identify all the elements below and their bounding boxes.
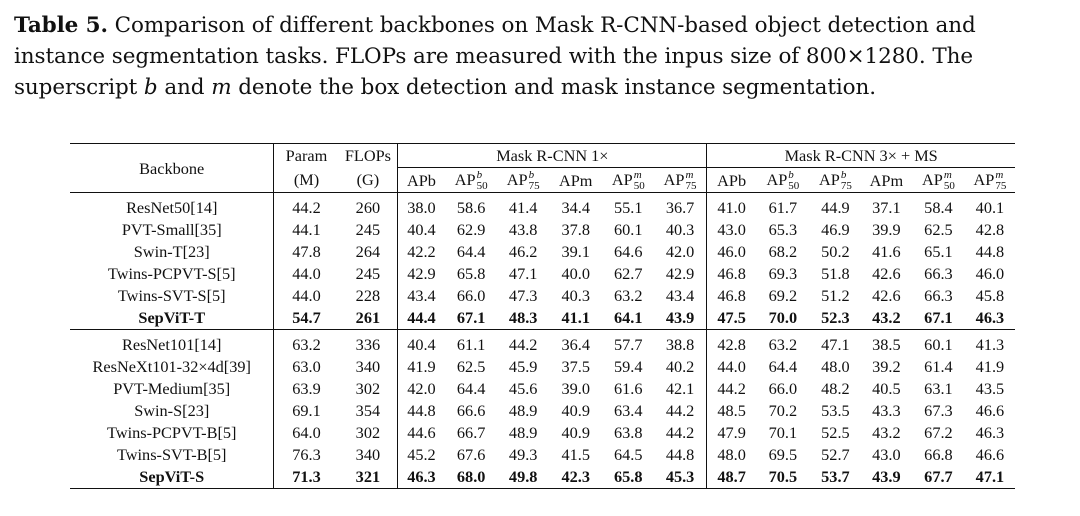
backbone-name: ResNet101[14]	[70, 330, 274, 357]
metric-value: 45.8	[975, 286, 1005, 306]
metric-value: 40.9	[561, 401, 590, 421]
header-param-unit: (M)	[293, 170, 320, 190]
metric-value: 47.9	[717, 423, 746, 443]
metric-value: 68.2	[768, 242, 798, 262]
metric-value: 38.8	[654, 330, 707, 357]
param-value: 47.8	[292, 242, 321, 262]
backbone-name: Twins-PCPVT-S[5]	[70, 263, 274, 285]
metric-value: 43.9	[654, 307, 707, 330]
metric-value: 66.8	[924, 445, 953, 465]
backbone-name: Twins-PCPVT-B[5]	[70, 422, 274, 444]
metric-value: 40.3	[654, 219, 707, 241]
metric-value: 43.2	[872, 308, 901, 328]
metric-value: 60.1	[614, 220, 643, 240]
metric-value: 63.1	[924, 379, 953, 399]
metric-value: 42.0	[654, 241, 707, 263]
metric-value: 43.0	[872, 445, 901, 465]
metric-value: 44.9	[810, 193, 861, 220]
metric-value: 66.0	[456, 286, 486, 306]
param-value: 44.1	[292, 220, 321, 240]
metric-value: 42.6	[872, 286, 901, 306]
metric-value: 65.8	[603, 466, 654, 489]
metric-value: 36.4	[549, 330, 603, 357]
flops-value: 261	[338, 307, 397, 330]
metric-value: 63.2	[756, 330, 810, 357]
header-ap-b75-3x: AP b 75	[819, 169, 852, 193]
metric-value: 64.4	[768, 357, 798, 377]
metric-value: 43.0	[717, 220, 746, 240]
metric-value: 45.9	[508, 357, 538, 377]
table-row	[70, 400, 1065, 422]
metric-value: 62.7	[614, 264, 643, 284]
metric-value: 69.5	[768, 445, 798, 465]
metric-value: 48.3	[508, 308, 538, 328]
metric-value: 49.3	[508, 445, 538, 465]
header-ap-b75-1x: AP b 75	[506, 169, 540, 193]
metric-value: 66.6	[456, 401, 486, 421]
caption-text-4: denote the box detection and mask instance segmentation.	[231, 75, 876, 100]
metric-value: 61.4	[924, 357, 953, 377]
flops-value: 245	[338, 219, 397, 241]
metric-value: 40.5	[872, 379, 901, 399]
header-ap-b-1x: APb	[398, 168, 445, 193]
backbone-name: PVT-Medium[35]	[70, 378, 274, 400]
table-row	[70, 356, 1065, 378]
metric-value: 58.4	[912, 193, 965, 220]
metric-value: 69.2	[768, 286, 798, 306]
metric-value: 46.3	[975, 423, 1005, 443]
metric-value: 40.1	[965, 193, 1015, 220]
table-row	[70, 285, 1065, 307]
metric-value: 41.9	[407, 357, 436, 377]
metric-value: 67.1	[456, 308, 486, 328]
param-value: 44.0	[292, 264, 321, 284]
metric-value: 48.9	[508, 401, 538, 421]
metric-value: 40.2	[654, 356, 707, 378]
table-row	[70, 378, 1065, 400]
metric-value: 58.6	[445, 193, 498, 220]
metric-value: 63.8	[614, 423, 643, 443]
metric-value: 47.1	[965, 466, 1015, 489]
metric-value: 64.6	[614, 242, 643, 262]
metric-value: 48.0	[717, 445, 746, 465]
metric-value: 44.8	[407, 401, 436, 421]
header-ap-b50-1x: AP b 50	[454, 169, 488, 193]
header-group-3x: Mask R-CNN 3× + MS	[707, 144, 1015, 168]
metric-value: 67.7	[912, 466, 965, 489]
metric-value: 46.8	[717, 264, 746, 284]
metric-value: 67.1	[924, 308, 953, 328]
metric-value: 70.5	[756, 466, 810, 489]
metric-value: 42.0	[407, 379, 436, 399]
metric-value: 46.6	[975, 445, 1005, 465]
metric-value: 55.1	[603, 193, 654, 220]
metric-value: 44.6	[407, 423, 436, 443]
metric-value: 44.4	[407, 308, 436, 328]
backbone-name: PVT-Small[35]	[70, 219, 274, 241]
caption-var-m: m	[211, 75, 232, 100]
metric-value: 45.2	[407, 445, 436, 465]
table-row	[70, 219, 1065, 241]
header-row-1	[70, 144, 1065, 168]
metric-value: 41.5	[561, 445, 590, 465]
metric-value: 67.2	[924, 423, 953, 443]
metric-value: 50.2	[821, 242, 850, 262]
metric-value: 67.6	[456, 445, 486, 465]
backbone-name: Twins-SVT-B[5]	[70, 444, 274, 466]
metric-value: 65.8	[456, 264, 486, 284]
param-value: 63.0	[292, 357, 321, 377]
metric-value: 44.0	[717, 357, 746, 377]
metric-value: 43.2	[872, 423, 901, 443]
header-backbone: Backbone	[70, 144, 274, 193]
metric-value: 51.2	[821, 286, 850, 306]
metric-value: 44.8	[654, 444, 707, 466]
flops-value: 302	[338, 378, 397, 400]
metric-value: 53.5	[821, 401, 850, 421]
metric-value: 48.0	[821, 357, 850, 377]
metric-value: 64.4	[456, 242, 486, 262]
flops-value: 302	[338, 422, 397, 444]
metric-value: 63.4	[614, 401, 643, 421]
metric-value: 66.3	[924, 286, 953, 306]
metric-value: 59.4	[614, 357, 643, 377]
metric-value: 40.3	[561, 286, 590, 306]
caption-times: ×	[846, 44, 865, 69]
param-value: 54.7	[292, 308, 321, 328]
table-row	[70, 466, 1065, 489]
metric-value: 51.8	[821, 264, 850, 284]
flops-value: 336	[338, 330, 397, 357]
flops-value: 340	[338, 444, 397, 466]
metric-value: 42.8	[707, 330, 756, 357]
metric-value: 42.9	[407, 264, 436, 284]
metric-value: 48.5	[717, 401, 746, 421]
metric-value: 66.7	[456, 423, 486, 443]
caption-text-1: Comparison of different backbones on Mask R-CNN-based object detection and instance segmentation tasks. FLOPs are measured with the inpus size of 800	[14, 13, 976, 69]
metric-value: 47.3	[508, 286, 538, 306]
metric-value: 46.8	[717, 286, 746, 306]
metric-value: 44.2	[717, 379, 746, 399]
metric-value: 60.1	[912, 330, 965, 357]
header-flops-unit: (G)	[338, 168, 397, 193]
metric-value: 47.5	[717, 308, 746, 328]
metric-value: 63.2	[614, 286, 643, 306]
param-value: 71.3	[274, 466, 339, 489]
table-row	[70, 263, 1065, 285]
backbone-name: Twins-SVT-S[5]	[70, 285, 274, 307]
metric-value: 41.4	[498, 193, 549, 220]
metric-value: 40.4	[407, 220, 436, 240]
metric-value: 37.8	[561, 220, 590, 240]
metric-value: 61.6	[614, 379, 643, 399]
metric-value: 43.3	[872, 401, 901, 421]
backbone-name: Swin-S[23]	[70, 400, 274, 422]
metric-value: 70.0	[768, 308, 798, 328]
flops-value: 340	[338, 356, 397, 378]
metric-value: 44.2	[498, 330, 549, 357]
metric-value: 52.7	[821, 445, 850, 465]
metric-value: 48.9	[508, 423, 538, 443]
backbone-name: ResNet50[14]	[70, 193, 274, 220]
metric-value: 65.1	[924, 242, 953, 262]
metric-value: 34.4	[549, 193, 603, 220]
flops-value: 321	[338, 466, 397, 489]
metric-value: 67.3	[924, 401, 953, 421]
metric-value: 39.2	[872, 357, 901, 377]
metric-value: 40.0	[561, 264, 590, 284]
param-value: 69.1	[292, 401, 321, 421]
metric-value: 66.0	[768, 379, 798, 399]
metric-value: 62.5	[924, 220, 953, 240]
metric-value: 39.9	[872, 220, 901, 240]
metric-value: 65.3	[768, 220, 798, 240]
metric-value: 62.9	[456, 220, 486, 240]
flops-value: 260	[338, 193, 397, 220]
flops-value: 228	[338, 285, 397, 307]
metric-value: 46.3	[975, 308, 1005, 328]
backbone-name: Swin-T[23]	[70, 241, 274, 263]
metric-value: 70.1	[768, 423, 798, 443]
metric-value: 46.2	[508, 242, 538, 262]
param-value: 63.9	[292, 379, 321, 399]
metric-value: 64.5	[614, 445, 643, 465]
caption-text-2: 1280. The superscript	[14, 44, 973, 100]
param-value: 64.0	[292, 423, 321, 443]
metric-value: 42.2	[407, 242, 436, 262]
param-value: 76.3	[292, 445, 321, 465]
metric-value: 39.0	[561, 379, 590, 399]
results-table	[70, 143, 1065, 489]
header-ap-m75-1x: AP m 75	[654, 168, 707, 193]
metric-value: 43.8	[508, 220, 538, 240]
table-row	[70, 330, 1065, 357]
metric-value: 37.5	[561, 357, 590, 377]
header-ap-b-3x: APb	[717, 170, 747, 190]
metric-value: 38.0	[398, 193, 445, 220]
metric-value: 43.9	[861, 466, 912, 489]
metric-value: 42.9	[654, 263, 707, 285]
caption-text-3: and	[157, 75, 212, 100]
header-param: Param	[274, 144, 339, 168]
metric-value: 48.7	[707, 466, 756, 489]
metric-value: 68.0	[445, 466, 498, 489]
metric-value: 38.5	[861, 330, 912, 357]
table-row	[70, 444, 1065, 466]
metric-value: 43.4	[407, 286, 436, 306]
metric-value: 64.4	[456, 379, 486, 399]
metric-value: 40.9	[561, 423, 590, 443]
table-caption	[14, 10, 1070, 103]
metric-value: 61.7	[756, 193, 810, 220]
metric-value: 40.4	[398, 330, 445, 357]
metric-value: 39.1	[561, 242, 590, 262]
metric-value: 47.1	[508, 264, 538, 284]
metric-value: 57.7	[603, 330, 654, 357]
header-ap-m50-1x: AP m 50	[611, 169, 645, 193]
metric-value: 41.0	[707, 193, 756, 220]
results-table-container	[70, 143, 1065, 489]
metric-value: 46.9	[821, 220, 850, 240]
metric-value: 45.3	[654, 466, 707, 489]
metric-value: 44.2	[654, 400, 707, 422]
table-body	[70, 193, 1065, 489]
table-row	[70, 307, 1065, 330]
header-ap-m50-3x: AP m 50	[922, 169, 955, 193]
metric-value: 46.0	[717, 242, 746, 262]
backbone-name: ResNeXt101-32×4d[39]	[70, 356, 274, 378]
metric-value: 44.2	[654, 422, 707, 444]
metric-value: 64.1	[614, 308, 643, 328]
metric-value: 53.7	[810, 466, 861, 489]
metric-value: 42.8	[975, 220, 1005, 240]
metric-value: 42.6	[872, 264, 901, 284]
metric-value: 62.5	[456, 357, 486, 377]
metric-value: 46.3	[398, 466, 445, 489]
metric-value: 47.1	[810, 330, 861, 357]
metric-value: 41.1	[561, 308, 590, 328]
metric-value: 41.3	[965, 330, 1015, 357]
header-ap-m-3x: APm	[869, 170, 904, 190]
metric-value: 52.3	[821, 308, 850, 328]
metric-value: 42.3	[549, 466, 603, 489]
param-value: 44.0	[292, 286, 321, 306]
metric-value: 49.8	[498, 466, 549, 489]
header-ap-b50-3x: AP b 50	[766, 169, 800, 193]
flops-value: 245	[338, 263, 397, 285]
flops-value: 264	[338, 241, 397, 263]
param-value: 63.2	[274, 330, 339, 357]
param-value: 44.2	[274, 193, 339, 220]
header-flops: FLOPs	[338, 144, 397, 168]
metric-value: 44.8	[975, 242, 1005, 262]
metric-value: 69.3	[768, 264, 798, 284]
caption-label: Table 5.	[14, 13, 108, 38]
header-ap-m75-3x: AP m 75	[973, 169, 1007, 193]
flops-value: 354	[338, 400, 397, 422]
metric-value: 36.7	[654, 193, 707, 220]
caption-var-b: b	[143, 75, 158, 100]
table-row	[70, 422, 1065, 444]
metric-value: 41.9	[975, 357, 1005, 377]
header-ap-m-1x: APm	[558, 170, 593, 190]
metric-value: 66.3	[924, 264, 953, 284]
metric-value: 46.0	[975, 264, 1005, 284]
backbone-name: SepViT-S	[70, 466, 274, 489]
metric-value: 48.2	[821, 379, 850, 399]
metric-value: 41.6	[872, 242, 901, 262]
backbone-name: SepViT-T	[70, 307, 274, 330]
metric-value: 61.1	[445, 330, 498, 357]
metric-value: 45.6	[508, 379, 538, 399]
metric-value: 43.4	[654, 285, 707, 307]
metric-value: 37.1	[861, 193, 912, 220]
metric-value: 46.6	[975, 401, 1005, 421]
table-row	[70, 241, 1065, 263]
header-group-1x: Mask R-CNN 1×	[398, 144, 707, 168]
table-row	[70, 193, 1065, 220]
metric-value: 52.5	[821, 423, 850, 443]
metric-value: 42.1	[654, 378, 707, 400]
metric-value: 43.5	[975, 379, 1005, 399]
metric-value: 70.2	[768, 401, 798, 421]
